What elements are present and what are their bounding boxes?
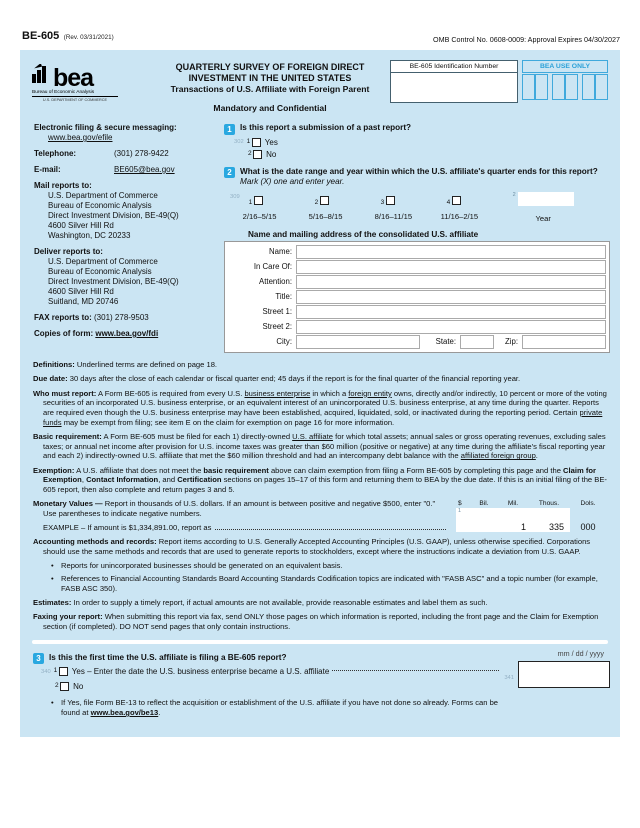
q1-yes-label: Yes	[264, 137, 278, 147]
q2-opt2-checkbox[interactable]	[320, 196, 329, 205]
deliver-address-line: Direct Investment Division, BE-49(Q)	[48, 277, 179, 286]
address-row-incareof	[228, 260, 606, 274]
col-bil: Bil.	[479, 500, 489, 508]
monetary-example-box	[456, 508, 570, 532]
estimates-note: Estimates: In order to supply a timely report, if actual amounts are not available, provide reasonable estimates and label them as such.	[33, 598, 488, 608]
form-code	[22, 26, 114, 44]
accounting-bullets	[33, 561, 608, 593]
questions-column	[218, 123, 610, 353]
q2-options-row	[230, 192, 610, 223]
mail-address-line: 4600 Silver Hill Rd	[48, 221, 114, 230]
who-must-report-note: Who must report: A Form BE-605 is required from every U.S. business enterprise in which a foreign entity owns, directly and/or indirectly, 10 percent or more of the voting securities of an incorporated U.S. business enterprise, or an equivalent interest of an unincorporated U.S. business enterprise, at any time during the quarter. Reports are required even though the U.S. business enterprise may have been established, acquired, liquidated, sold, or inactivated during the reporting period. Certain private funds may be exempt from filing; see item E on the claim for exemption on page 16 for more information.	[33, 388, 607, 427]
question-1-text: Is this report a submission of a past report?	[240, 123, 412, 132]
q1-yes-checkbox[interactable]	[252, 138, 261, 147]
mail-address	[34, 191, 218, 241]
bea-use-only-label: BEA USE ONLY	[522, 60, 608, 73]
question-1-badge: 1	[224, 124, 235, 135]
monetary-values-block	[33, 499, 608, 537]
id-number-label: BE-605 Identification Number	[390, 60, 518, 73]
col-dols: Dols.	[580, 500, 596, 508]
address-form	[224, 241, 610, 354]
street1-field[interactable]	[296, 305, 606, 319]
q3-be13-text: If Yes, file Form BE-13 to reflect the acquisition or establishment of the U.S. affiliate if you have not done so already. Forms can be found at www.bea.gov/be13.	[61, 698, 499, 718]
q2-opt4-checkbox[interactable]	[452, 196, 461, 205]
q3-be13-bullet: • If Yes, file Form BE-13 to reflect the acquisition or establishment of the U.S. affiliate if you have not done so already. Forms can be found at www.bea.gov/be13.	[33, 698, 502, 717]
bea-use-cell	[522, 74, 535, 100]
monetary-example-line	[33, 523, 450, 532]
city-field[interactable]	[296, 335, 420, 349]
address-row-city-state-zip	[228, 335, 606, 349]
state-field[interactable]	[460, 335, 494, 349]
q2-item-code: 309	[230, 193, 240, 200]
monetary-box-corner-note: 1	[458, 508, 462, 515]
deliver-address-line: Suitland, MD 20746	[48, 297, 119, 306]
fax-value: (301) 278-9503	[94, 313, 149, 322]
title-line-2: INVESTMENT IN THE UNITED STATES	[188, 73, 352, 83]
efile-label: Electronic filing & secure messaging:	[34, 123, 177, 132]
q2-opt4-range: 11/16–2/15	[440, 211, 479, 221]
accounting-note: Accounting methods and records: Report items according to U.S. Generally Accepted Accounting Principles (U.S. GAAP), unless otherwise specified. Corporations should use the same methods and records that are used to generate reports to stockholders, except where the instructions indicate a deviation from U.S. GAAP.	[33, 537, 591, 557]
contact-info-column	[30, 123, 218, 353]
q2-option-3	[375, 192, 441, 221]
q1-no-label: No	[266, 149, 277, 159]
q3-no-label: No	[73, 682, 84, 692]
telephone-label: Telephone:	[34, 149, 77, 158]
in-care-of-field[interactable]	[296, 260, 606, 274]
omb-control-text: OMB Control No. 0608-0009: Approval Expires 04/30/2027	[433, 35, 620, 44]
q1-option-no	[248, 150, 610, 159]
bea-use-cell	[535, 74, 548, 100]
email-label: E-mail:	[34, 165, 61, 174]
faxing-note: Faxing your report: When submitting this report via fax, send ONLY those pages on which information is reported, including the front page and the Claim for Exemption section (if completed). DO NOT send pages that only contain instructions.	[33, 612, 599, 632]
bea-use-only-cells	[522, 73, 608, 103]
monetary-values-note: Monetary Values — Report in thousands of U.S. dollars. If an amount is between positive and negative $500, enter "0." Use parentheses to indicate negative numbers.	[33, 499, 436, 519]
question-2-text: What is the date range and year within which the U.S. affiliate's quarter ends for this report?	[240, 166, 598, 176]
q3-date-input[interactable]	[518, 661, 610, 688]
q2-year-input[interactable]	[518, 192, 574, 206]
monetary-table-header	[456, 500, 608, 507]
q2-opt4-number: 4	[446, 198, 451, 206]
street2-label: Street 2:	[262, 322, 292, 332]
col-dollar: $	[458, 500, 462, 508]
monetary-example-values	[456, 508, 608, 532]
question-3-text: Is this the first time the U.S. affiliate is filing a BE-605 report?	[49, 652, 287, 662]
question-3-badge: 3	[33, 653, 44, 664]
q3-no-number: 2	[55, 682, 59, 690]
id-and-bea-use-block	[390, 60, 608, 103]
dot-leader	[332, 670, 499, 671]
section-divider	[32, 640, 608, 644]
basic-requirement-note: Basic requirement: A Form BE-605 must be filed for each 1) directly-owned U.S. affiliate for which total assets; annual sales or gross operating revenues, excluding sales taxes; or annual net income after provision for U.S. income taxes was greater than $60 million (positive or negative) at any time during the affiliate's fiscal reporting year and each 2) indirectly-owned U.S. affiliate that met the $60 million threshold and had an intercompany debt balance with the affiliated foreign group.	[33, 432, 606, 461]
street2-field[interactable]	[296, 320, 606, 334]
q2-opt1-number: 1	[248, 198, 253, 206]
accounting-bullet-1: • Reports for unincorporated businesses should be generated on an equivalent basis.	[51, 561, 343, 571]
exemption-note: Exemption: A U.S. affiliate that does not meet the basic requirement above can claim exemption from filing a Form BE-605 by completing this page and the Claim for Exemption, Contact Information, and Certification sections on pages 15–17 of this form and returning them to BEA by the due date. If this is an initial filing of the BE-605 report, then also complete and return pages 3 and 5.	[33, 465, 607, 495]
id-number-input[interactable]	[390, 73, 518, 103]
mail-address-line: U.S. Department of Commerce	[48, 191, 158, 200]
form-title-block	[150, 60, 390, 113]
q3-option-no	[55, 682, 502, 691]
mail-address-line: Direct Investment Division, BE-49(Q)	[48, 211, 179, 220]
q1-no-number: 2	[248, 149, 252, 157]
question-3	[33, 653, 502, 665]
name-label: Name:	[269, 247, 292, 257]
question-3-block	[30, 648, 610, 727]
bea-use-cell	[595, 74, 608, 100]
instructions-section	[30, 360, 610, 632]
col-thous: Thous.	[538, 500, 560, 508]
bea-use-cell	[565, 74, 578, 100]
example-thous-value: 335	[548, 522, 564, 533]
mail-address-line: Washington, DC 20233	[48, 231, 131, 240]
q2-opt1-checkbox[interactable]	[254, 196, 263, 205]
deliver-address-line: Bureau of Economic Analysis	[48, 267, 152, 276]
deliver-reports-label: Deliver reports to:	[34, 247, 103, 256]
q2-opt3-checkbox[interactable]	[386, 196, 395, 205]
q1-yes-number: 1	[246, 137, 251, 145]
q2-opt3-range: 8/16–11/15	[374, 211, 413, 221]
example-dols-value: 000	[580, 522, 596, 533]
zip-field[interactable]	[522, 335, 606, 349]
attention-field[interactable]	[296, 275, 606, 289]
bea-logo-word: bea	[53, 64, 94, 92]
col-mil: Mil.	[507, 500, 519, 508]
revision-text: (Rev. 03/31/2021)	[63, 34, 114, 41]
deliver-address-line: U.S. Department of Commerce	[48, 257, 158, 266]
address-row-title	[228, 290, 606, 304]
q2-opt2-number: 2	[314, 198, 319, 206]
dot-leader	[215, 529, 446, 530]
question-2-instruction: Mark (X) one and enter year.	[240, 176, 345, 186]
deliver-address	[34, 257, 218, 307]
zip-label: Zip:	[505, 337, 518, 347]
state-label: State:	[435, 337, 456, 347]
q1-option-yes	[234, 138, 610, 147]
top-meta-row	[0, 0, 640, 48]
address-row-street1	[228, 305, 606, 319]
date-format-hint: mm / dd / yyyy	[557, 648, 604, 658]
deliver-address-line: 4600 Silver Hill Rd	[48, 287, 114, 296]
bea-logo-subtitle2: U.S. DEPARTMENT OF COMMERCE	[42, 98, 108, 102]
example-mil-value: 1	[520, 522, 526, 533]
telephone-value: (301) 278-9422	[114, 149, 169, 158]
q2-option-2	[309, 192, 375, 221]
question-1	[224, 123, 610, 135]
q2-year-corner-note: 2	[512, 191, 516, 198]
q2-opt3-number: 3	[380, 198, 385, 206]
monetary-example-table	[456, 500, 608, 532]
mail-address-line: Bureau of Economic Analysis	[48, 201, 152, 210]
title-line-1: QUARTERLY SURVEY OF FOREIGN DIRECT	[175, 62, 365, 72]
bea-chart-icon	[32, 64, 51, 88]
title-field[interactable]	[296, 290, 606, 304]
definitions-note: Definitions: Underlined terms are defined on page 18.	[33, 360, 218, 369]
q3-yes-checkbox[interactable]	[59, 667, 68, 676]
bea-logo	[32, 60, 150, 102]
efile-link[interactable]: www.bea.gov/efile	[48, 133, 113, 142]
q1-item-code: 302	[234, 139, 244, 145]
bea-logo-subtitle: Bureau of Economic Analysis	[32, 90, 118, 97]
q3-yes-number: 1	[53, 667, 58, 675]
question-2-badge: 2	[224, 167, 235, 178]
question-2	[224, 167, 610, 187]
address-row-attention	[228, 275, 606, 289]
bea-use-cell	[552, 74, 565, 100]
q3-item-code: 340	[41, 668, 51, 675]
copies-link[interactable]: www.bea.gov/fdi	[95, 329, 159, 338]
monetary-example-text: EXAMPLE – If amount is $1,334,891.00, report as	[43, 523, 212, 533]
q1-no-checkbox[interactable]	[253, 150, 262, 159]
bea-use-cell	[582, 74, 595, 100]
copies-label: Copies of form:	[34, 329, 94, 338]
q2-option-1	[243, 192, 309, 221]
q3-yes-label: Yes – Enter the date the U.S. business enterprise became a U.S. affiliate	[71, 667, 330, 677]
address-row-name	[228, 245, 606, 259]
accounting-bullet-2: • References to Financial Accounting Standards Board Accounting Standards Codification topics are indicated with "FASB ASC" and a topic number (for example, FASB ASC 350).	[51, 574, 598, 593]
form-header-band	[30, 56, 610, 115]
q2-option-4	[441, 192, 507, 221]
form-body-panel	[20, 50, 620, 737]
q3-option-yes	[41, 667, 502, 676]
city-label: City:	[276, 337, 292, 347]
email-link[interactable]: BE605@bea.gov	[114, 165, 175, 174]
form-code-text: BE-605	[22, 30, 60, 42]
in-care-of-label: In Care Of:	[253, 262, 292, 272]
name-field[interactable]	[296, 245, 606, 259]
q2-year-entry	[513, 192, 574, 223]
address-row-street2	[228, 320, 606, 334]
title-line-4: Mandatory and Confidential	[213, 103, 327, 113]
q2-opt2-range: 5/16–8/15	[308, 211, 343, 221]
fax-label: FAX reports to:	[34, 313, 92, 322]
q3-date-item-code: 341	[504, 674, 514, 681]
mail-reports-label: Mail reports to:	[34, 181, 92, 190]
q2-opt1-range: 2/16–5/15	[242, 211, 277, 221]
q2-year-label: Year	[535, 213, 551, 223]
attention-label: Attention:	[259, 277, 292, 287]
title-label: Title:	[275, 292, 292, 302]
due-date-note: Due date: 30 days after the close of each calendar or fiscal quarter end; 45 days if the report is for the final quarter of the financial reporting year.	[33, 374, 521, 384]
q3-no-checkbox[interactable]	[60, 682, 69, 691]
title-line-3: Transactions of U.S. Affiliate with Foreign Parent	[170, 84, 370, 94]
address-form-title: Name and mailing address of the consolidated U.S. affiliate	[248, 229, 479, 239]
street1-label: Street 1:	[262, 307, 292, 317]
